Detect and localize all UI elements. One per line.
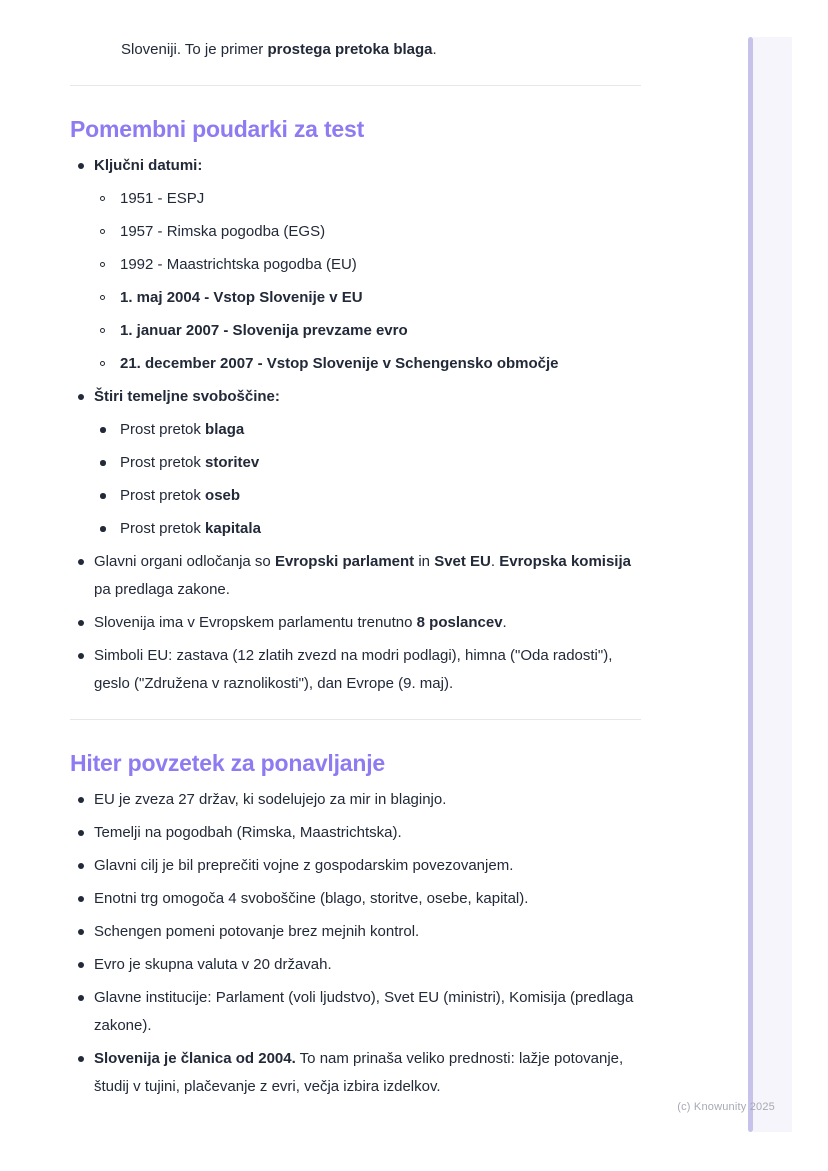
- list-item: [70, 786, 641, 814]
- list-item: [70, 642, 641, 698]
- bullet-list-summary: [70, 786, 641, 1101]
- list-item-text: Slovenija ima v Evropskem parlamentu trenutno 8 poslancev.: [94, 614, 507, 631]
- list-item: [70, 984, 641, 1040]
- list-item: [70, 609, 641, 637]
- list-item-text: 1992 - Maastrichtska pogodba (EU): [120, 256, 357, 273]
- bullet-circle-icon: [100, 196, 105, 201]
- list-item-text: Glavne institucije: Parlament (voli ljudstvo), Svet EU (ministri), Komisija (predlaga zakone).: [94, 989, 634, 1034]
- copyright-note: (c) Knowunity 2025: [677, 1101, 775, 1113]
- list-item: [94, 449, 641, 477]
- bullet-circle-icon: [100, 295, 105, 300]
- bullet-circle-icon: [100, 262, 105, 267]
- bullet-disc-icon: [78, 163, 84, 169]
- list-item: [70, 918, 641, 946]
- section-title-pomembni-poudarki: Pomembni poudarki za test: [70, 116, 365, 142]
- paragraph-continuation: Sloveniji. To je primer prostega pretoka blaga.: [121, 41, 437, 58]
- scrollbar-thumb[interactable]: [748, 37, 753, 1132]
- list-item-text: 21. december 2007 - Vstop Slovenije v Schengensko območje: [120, 355, 559, 372]
- list-item: [70, 885, 641, 913]
- list-item: [94, 284, 641, 312]
- sublist-four-freedoms: [94, 416, 641, 543]
- bullet-disc-icon: [78, 1056, 84, 1062]
- list-item-text: 1951 - ESPJ: [120, 190, 205, 207]
- section-title-hiter-povzetek: Hiter povzetek za ponavljanje: [70, 750, 386, 776]
- bullet-disc-icon: [78, 653, 84, 659]
- list-item-text: 1957 - Rimska pogodba (EGS): [120, 223, 326, 240]
- list-item: [94, 218, 641, 246]
- bullet-disc-icon: [100, 460, 106, 466]
- list-item: [70, 951, 641, 979]
- scrollbar-track[interactable]: [753, 37, 792, 1132]
- list-item: [70, 383, 641, 543]
- document-page-content: [70, 36, 641, 1106]
- list-item: [70, 1045, 641, 1101]
- sublist-key-dates: [94, 185, 641, 378]
- bullet-disc-icon: [100, 493, 106, 499]
- bullet-disc-icon: [78, 962, 84, 968]
- list-item: [94, 482, 641, 510]
- list-item: [70, 819, 641, 847]
- list-item-text: Štiri temeljne svoboščine:: [94, 388, 280, 405]
- list-item-text: 1. maj 2004 - Vstop Slovenije v EU: [120, 289, 363, 306]
- bullet-circle-icon: [100, 229, 105, 234]
- bullet-disc-icon: [78, 797, 84, 803]
- list-item: [94, 515, 641, 543]
- list-item: [94, 317, 641, 345]
- list-item-text: Schengen pomeni potovanje brez mejnih kontrol.: [94, 923, 420, 940]
- bullet-disc-icon: [78, 620, 84, 626]
- list-item: [94, 350, 641, 378]
- list-item: [94, 251, 641, 279]
- list-item-text: Evro je skupna valuta v 20 državah.: [94, 956, 332, 973]
- bullet-disc-icon: [78, 995, 84, 1001]
- list-item-text: Glavni cilj je bil preprečiti vojne z gospodarskim povezovanjem.: [94, 857, 514, 874]
- list-item-text: Slovenija je članica od 2004. To nam prinaša veliko prednosti: lažje potovanje, študij v tujini, plačevanje z evri, večja izbira izdelkov.: [94, 1050, 624, 1095]
- bullet-disc-icon: [78, 863, 84, 869]
- list-item-text: Ključni datumi:: [94, 157, 203, 174]
- bullet-disc-icon: [78, 830, 84, 836]
- list-item-text: Enotni trg omogoča 4 svoboščine (blago, storitve, osebe, kapital).: [94, 890, 529, 907]
- list-item: [70, 152, 641, 378]
- bullet-disc-icon: [78, 896, 84, 902]
- list-item: [94, 416, 641, 444]
- bullet-circle-icon: [100, 328, 105, 333]
- list-item: [94, 185, 641, 213]
- list-item-text: Prost pretok oseb: [120, 487, 241, 504]
- bullet-circle-icon: [100, 361, 105, 366]
- list-item-text: Prost pretok storitev: [120, 454, 260, 471]
- list-item-text: Prost pretok kapitala: [120, 520, 261, 537]
- bullet-disc-icon: [100, 427, 106, 433]
- list-item-text: Glavni organi odločanja so Evropski parlament in Svet EU. Evropska komisija pa predlaga zakone.: [94, 553, 631, 598]
- list-item-text: Prost pretok blaga: [120, 421, 245, 438]
- list-item-text: Simboli EU: zastava (12 zlatih zvezd na modri podlagi), himna ("Oda radosti"), geslo ("Združena v raznolikosti"), dan Evrope (9. maj).: [94, 647, 613, 692]
- list-item: [70, 548, 641, 604]
- section-divider: [70, 85, 641, 86]
- section-divider: [70, 719, 641, 720]
- bullet-disc-icon: [78, 929, 84, 935]
- list-item-text: Temelji na pogodbah (Rimska, Maastrichtska).: [94, 824, 402, 841]
- bullet-disc-icon: [78, 559, 84, 565]
- list-item: [70, 852, 641, 880]
- bullet-disc-icon: [100, 526, 106, 532]
- list-item-text: EU je zveza 27 držav, ki sodelujejo za mir in blaginjo.: [94, 791, 447, 808]
- list-item-text: 1. januar 2007 - Slovenija prevzame evro: [120, 322, 408, 339]
- bullet-list-key-points: [70, 152, 641, 698]
- bullet-disc-icon: [78, 394, 84, 400]
